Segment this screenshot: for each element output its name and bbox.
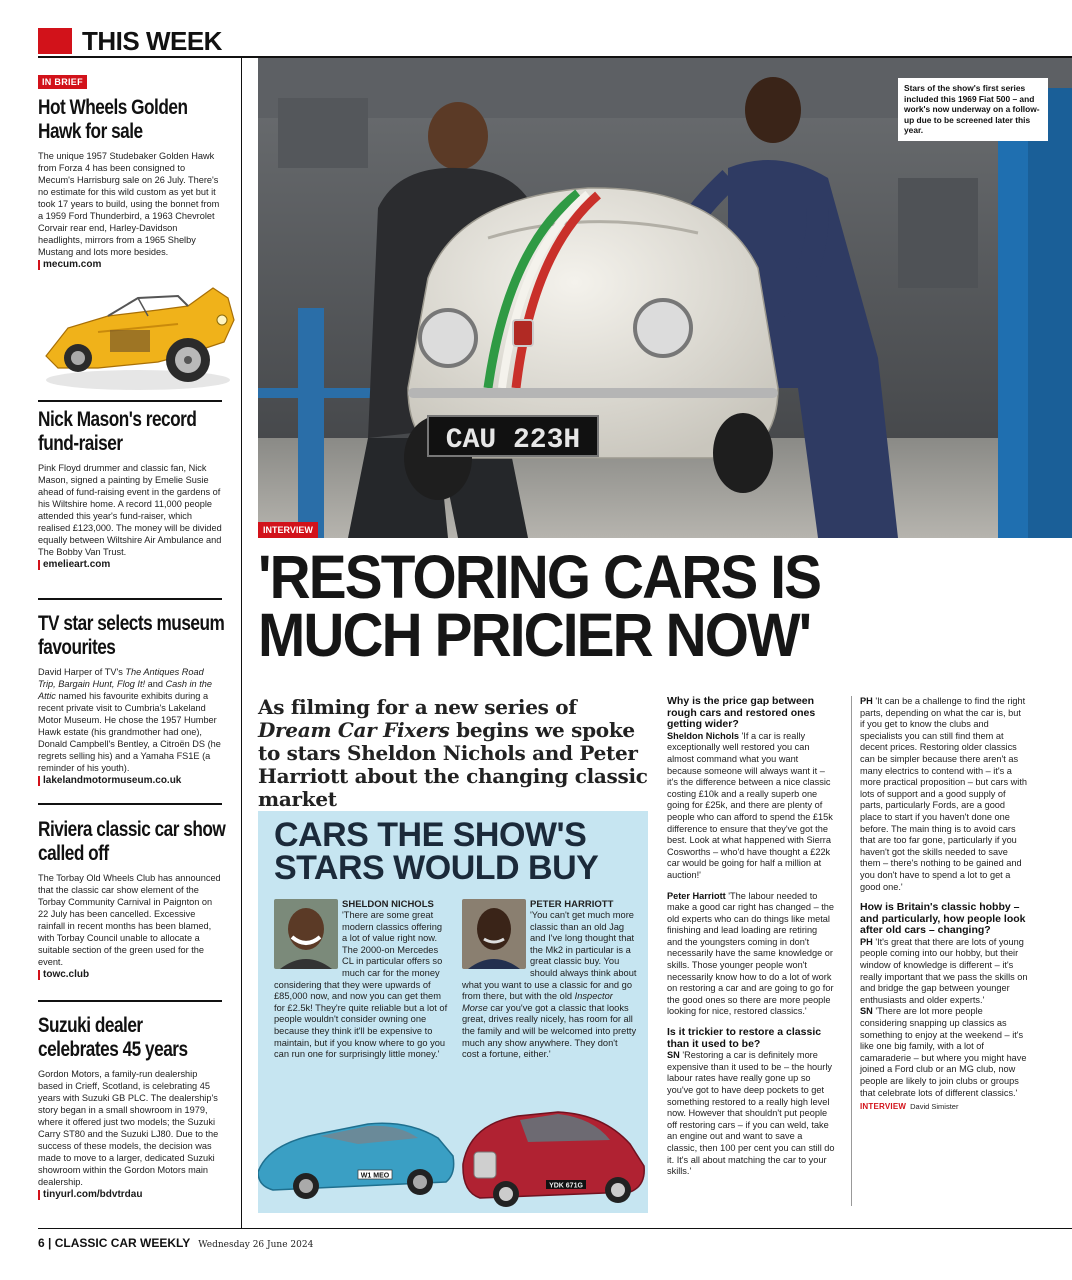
brief-title: Hot Wheels Golden Hawk for sale <box>38 96 188 143</box>
brief-link[interactable]: emelieart.com <box>38 559 222 570</box>
brief-riviera <box>38 818 226 980</box>
sheldon-portrait <box>274 899 338 969</box>
article-column-1 <box>667 696 835 1187</box>
question-1: Why is the price gap between rough cars and restored ones getting wider? <box>667 695 816 731</box>
column-divider <box>241 58 242 1228</box>
number-plate: CAU 223H <box>445 425 581 456</box>
sheldon-name: SHELDON NICHOLS <box>342 899 434 910</box>
brief-link[interactable]: lakelandmotormuseum.co.uk <box>38 775 222 786</box>
brief-golden-hawk <box>38 72 222 270</box>
peter-pick <box>462 899 637 1061</box>
interview-tag: INTERVIEW <box>258 522 318 538</box>
question-2: Is it trickier to restore a classic than it used to be? <box>667 1026 822 1050</box>
standfirst: As filming for a new series of Dream Car Fixers begins we spoke to stars Sheldon Nichols and Peter Harriott about the changing classic market <box>258 695 648 811</box>
brief-title: Suzuki dealer celebrates 45 years <box>38 1014 188 1061</box>
headline: 'RESTORING CARS IS MUCH PRICIER NOW' <box>258 543 821 669</box>
brief-body: Gordon Motors, a family-run dealership based in Crieff, Scotland, is celebrating 45 years with Suzuki GB PLC. The dealership's story began in a small showroom in 1979, where it offered just two models; the Suzuki Carry ST80 and the Suzuki LJ80. Due to the success of these models, the decision was made to move to a larger, dedicated Suzuki showroom within the Gordon Motors main dealership. <box>38 1069 219 1187</box>
brief-body: David Harper of TV's The Antiques Road Trip, Bargain Hunt, Flog It! and Cash in the Attic named his favourite exhibits during a recent private visit to Cumbria's Lakeland Motor Museum. He chose the 1957 Humber Hawk estate (his grandmother had one), Donald Campbell's Bentley, a Citroën DS (he regrets selling his) and a Yamaha FS1E (a reminder of his youth). <box>38 667 221 773</box>
answer-peter-1: Peter Harriott 'The labour needed to make a good car right has changed – the old experts who can do things like metal finishing and lead loading are retiring and the youngsters coming in don't necessarily have the same knowledge or skills. Those younger people won't necessarily know how to do a lot of work on restoring a car and are going to go for the good ones so there are more people looking for nice, restored classics.' <box>667 890 835 1017</box>
brief-body: The Torbay Old Wheels Club has announced that the classic car show element of the Torbay Community Carnival in Paignton on 22 July has been cancelled. Excessive rainfall in recent months has been blamed, with Torbay Council unable to allocate a suitable section of the green used for the event. <box>38 873 221 967</box>
brief-divider <box>38 598 222 600</box>
boxout-title: CARS THE SHOW'S STARS WOULD BUY <box>274 816 599 887</box>
in-brief-tag: IN BRIEF <box>38 75 87 89</box>
brief-divider <box>38 1000 222 1002</box>
peter-name: PETER HARRIOTT <box>530 899 614 910</box>
photo-caption: Stars of the show's first series included this 1969 Fiat 500 – and work's now underway on a follow-up due to be screened later this year. <box>898 78 1048 141</box>
brief-link[interactable]: tinyurl.com/bdvtrdau <box>38 1189 222 1200</box>
answer-sheldon-2: SN 'Restoring a car is definitely more expensive than it used to be – the hourly labour rates have really gone up so you've got to have deep pockets to get something restored to a really high level now. However that shouldn't put people off restoring cars – if you can weld, take an engine out and want to save a classic, then 100 per cent you can still do it. It's all about matching the car to your skills.' <box>667 1050 835 1177</box>
section-title: THIS WEEK <box>82 26 222 56</box>
brief-link[interactable]: mecum.com <box>38 259 222 270</box>
brief-title: TV star selects museum favourites <box>38 612 225 659</box>
issue-date: Wednesday 26 June 2024 <box>198 1240 314 1250</box>
boxout-cars-stars-would-buy <box>258 811 648 1213</box>
mercedes-plate: W1 MEO <box>360 1172 390 1180</box>
sheldon-text: 'There are some great modern classics offering a lot of value right now. The 2000-on Mercedes CL in particular offers so much car for the money considering that they were upwards of £85,000 now, and now you can get them for £2.5k! They're quite reliable but a lot of people wouldn't consider owning one because they think it'll be expensive to maintain, but if you know where to go you can run one for surprisingly little money.' <box>274 910 448 1060</box>
brief-tv-star <box>38 612 225 786</box>
section-marker <box>38 28 72 54</box>
answer-sheldon-3: SN 'There are lot more people considering snapping up classics as something to enjoy at the weekend – it's like one big family, with a lot of camaraderie – but where you might have joined a Ford club or an MG club, now people are likely to join clubs or groups that celebrate lots of different classics.' <box>860 1006 1027 1098</box>
article-column-2 <box>860 696 1028 1113</box>
page-footer <box>38 1236 313 1250</box>
answer-peter-2: PH 'It can be a challenge to find the right parts, depending on what the car is, but if you get to know the clubs and specialists you can still find them at decent prices. Restoring older classics can be simpler because there aren't as many electrics to contend with – it's a more practical proposition – but cars with lots of support and a good supply of parts, particularly Fords, are a good place to start if you haven't done one before. The main thing is to avoid cars that are too far gone, particularly if you haven't got the skills needed to save them – there's nothing to be gained and you don't have to spend a lot to get a good one.' <box>860 696 1027 892</box>
sheldon-pick <box>274 899 449 1061</box>
brief-divider <box>38 400 222 402</box>
brief-body: The unique 1957 Studebaker Golden Hawk from Forza 4 has been consigned to Mecum's Harrisburg sale on 26 July. There's no estimate for this wild custom as yet but it took 17 years to build, using the bonnet from a 1959 Ford Thunderbird, a 1963 Chevrolet Corvair rear end, Harley-Davidson headlights, mirrors from a 1965 Shelby Mustang and lots more besides. <box>38 151 220 257</box>
page-number: 6 | CLASSIC CAR WEEKLY <box>38 1236 191 1250</box>
question-3: How is Britain's classic hobby – and particularly, how people look after old cars – changing? <box>860 901 1026 937</box>
footer-rule <box>38 1228 1072 1229</box>
peter-text: 'You can't get much more classic than an old Jag and I've long thought that the Mk2 in particular is a great classic buy. You should always think about what you want to use a classic for and go from there, but with the old Inspector Morse car you've got a classic that looks great, drives really nicely, has room for all the family and will be welcomed into pretty much any show anywhere. They don't cost a fortune, either.' <box>462 910 637 1060</box>
brief-suzuki <box>38 1014 222 1200</box>
brief-link[interactable]: towc.club <box>38 969 222 980</box>
answer-sheldon-1: Sheldon Nichols 'If a car is really exceptionally well restored you can almost command what you want because someone will always want it – it's the difference between a nice classic costing £10k and a really superb one going for £25k, and there are plenty of people who can afford to spend the £15k difference to ensure that they've got the best. Look at what happened with Sierra Cosworths – who'd have thought a £22k car would be going for half a million at auction!' <box>667 730 833 880</box>
jaguar-plate: YDK 671G <box>549 1182 583 1190</box>
column-rule <box>851 696 852 1206</box>
peter-portrait <box>462 899 526 969</box>
brief-divider <box>38 803 222 805</box>
answer-peter-3: PH 'It's great that there are lots of young people coming into our hobby, but their window of knowledge is different – it's really important that we pass the skills on and bridge the gap between younger enthusiasts and older experts.' <box>860 936 1028 1005</box>
brief-title: Riviera classic car show called off <box>38 818 226 865</box>
boxout-cars-image <box>258 1094 648 1213</box>
golden-hawk-car-image <box>38 258 240 398</box>
byline: INTERVIEW David Simister <box>860 1102 959 1112</box>
brief-body: Pink Floyd drummer and classic fan, Nick Mason, signed a painting by Emelie Susie ahead of fund-raising event in the gardens of his Wiltshire home. A record 11,000 people attended this year's fund-raiser, which realised £123,000. The money will be divided equally between Wiltshire Air Ambulance and The Bobby Van Trust. <box>38 463 222 557</box>
brief-title: Nick Mason's record fund-raiser <box>38 408 197 455</box>
brief-nick-mason <box>38 408 222 570</box>
